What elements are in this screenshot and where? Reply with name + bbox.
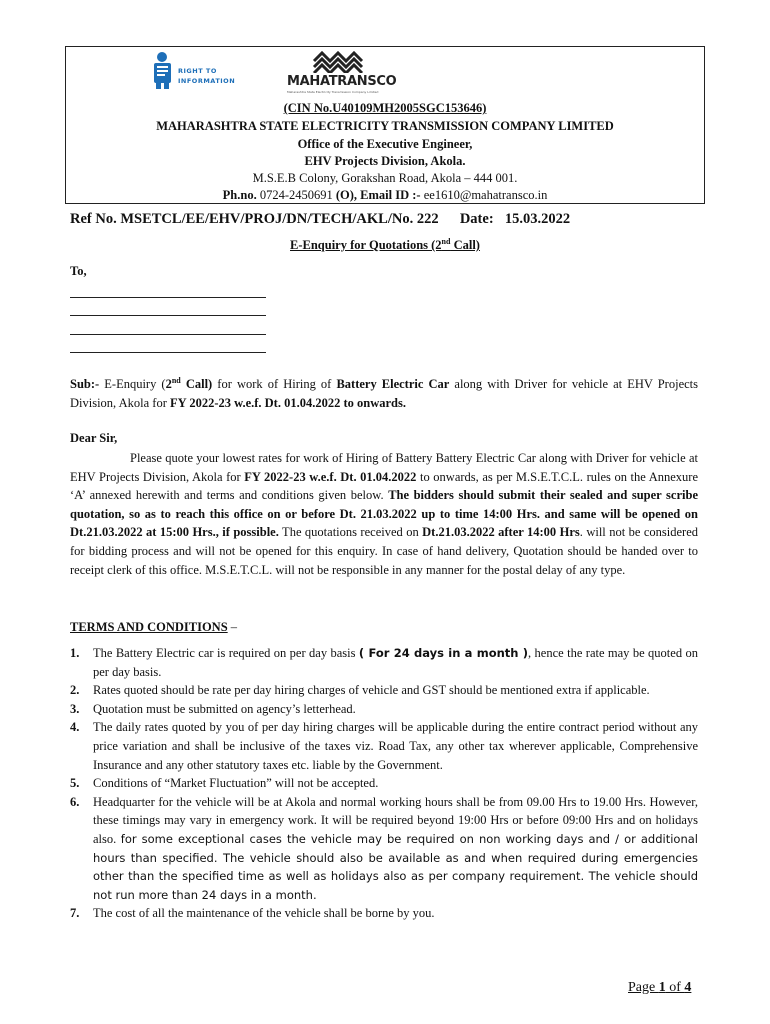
- term-item: 7. The cost of all the maintenance of the vehicle shall be borne by you.: [70, 906, 435, 921]
- rti-text-line1: RIGHT TO: [178, 67, 217, 75]
- reference-line: [70, 211, 570, 228]
- email-link[interactable]: ee1610@mahatransco.in: [423, 188, 548, 202]
- cin-line: (CIN No.U40109MH2005SGC153646): [283, 101, 487, 115]
- date-label: Date:: [459, 211, 494, 227]
- rti-text-line2: INFORMATION: [178, 77, 236, 85]
- to-label: To,: [70, 264, 87, 278]
- mahatransco-logo: [284, 47, 434, 97]
- company-name: MAHARASHTRA STATE ELECTRICITY TRANSMISSION COMPANY LIMITED: [156, 119, 614, 133]
- reference-number: Ref No. MSETCL/EE/EHV/PROJ/DN/TECH/AKL/No. 222: [70, 211, 439, 227]
- division-line: EHV Projects Division, Akola.: [304, 154, 466, 168]
- terms-list: [70, 644, 698, 923]
- body-paragraph: Please quote your lowest rates for work of Hiring of Battery Battery Electric Car along with Driver for vehicle at EHV Projects Division, Akola for FY 2022-23 w.e.f. Dt. 01.04.2022 to onwards, as per M.S.E.T.C.L. rules on the Annexure ‘A’ annexed herewith and terms and conditions given below. The bidders should submit their sealed and super scribe quotation, so as to reach this office on or before Dt. 21.03.2022 up to time 14:00 Hrs. and same will be opened on Dt.21.03.2022 at 15:00 Hrs., if possible. The quotations received on Dt.21.03.2022 after 14:00 Hrs. will not be considered for bidding process and will not be opened for this enquiry. In case of hand delivery, Quotation should be handed over to receipt clerk of this office. M.S.E.T.C.L. will not be responsible in any manner for the postal delay of any type.: [70, 451, 698, 577]
- rti-logo: [150, 51, 250, 91]
- term-item: 6. Headquarter for the vehicle will be at Akola and normal working hours shall be from 09.00 Hrs to 19.00 Hrs. However, these timings may vary in emergency work. It will be required beyond 19:00 Hrs or before 09:00 Hrs and on holidays also. for some exceptional cases the vehicle may be required on non working days and / or additional hours than specified. The vehicle should also be available as and when required during emergencies other than the specified time as well as holidays also as per company requirement. The vehicle should not run more than 24 days in a month.: [70, 794, 698, 902]
- term-item: 4. The daily rates quoted by you of per day hiring charges will be applicable during the entire contract period without any price variation and shall be inclusive of the taxes viz. Road Tax, any other tax wherever applicable, Comprehensive Insurance and any other statutory taxes etc. liable by the Government.: [70, 720, 698, 772]
- terms-heading: TERMS AND CONDITIONS –: [70, 620, 238, 634]
- rti-figure-icon: [150, 51, 176, 89]
- term-item: 3. Quotation must be submitted on agency’s letterhead.: [70, 701, 356, 716]
- salutation: Dear Sir,: [70, 431, 118, 445]
- mahatransco-tagline: Maharashtra State Electricity Transmission Company Limited: [287, 90, 379, 94]
- contact-line: [66, 187, 704, 204]
- term-item: 5. Conditions of “Market Fluctuation” will not be accepted.: [70, 776, 379, 791]
- term-item: 2. Rates quoted should be rate per day hiring charges of vehicle and GST should be mentioned extra if applicable.: [70, 683, 650, 698]
- office-line: Office of the Executive Engineer,: [297, 137, 473, 151]
- phone-label: Ph.no.: [222, 188, 257, 202]
- page-number: Page 1 of 4: [628, 980, 692, 995]
- subject-paragraph: Sub:- E-Enquiry (2nd Call) for work of Hiring of Battery Electric Car along with Driver for vehicle at EHV Projects Division, Akola for FY 2022-23 w.e.f. Dt. 01.04.2022 to onwards.: [70, 375, 699, 410]
- address-line: M.S.E.B Colony, Gorakshan Road, Akola – 444 001.: [252, 171, 518, 185]
- letterhead-box: [65, 46, 705, 204]
- address-blank-line-3: [70, 334, 266, 335]
- address-blank-line-1: [70, 297, 266, 298]
- address-blank-line-4: [70, 352, 266, 353]
- date-value: 15.03.2022: [504, 211, 571, 227]
- office-email-label: (O), Email ID :-: [335, 188, 421, 202]
- term-item: 1. The Battery Electric car is required on per day basis ( For 24 days in a month ), hence the rate may be quoted on per day basis.: [70, 646, 698, 679]
- address-blank-line-2: [70, 315, 266, 316]
- document-title: E-Enquiry for Quotations (2nd Call): [290, 236, 480, 252]
- phone-number: 0724-2450691: [259, 188, 333, 202]
- mahatransco-wordmark: MAHATRANSCO: [287, 74, 397, 89]
- transmission-waves-icon: [312, 49, 368, 73]
